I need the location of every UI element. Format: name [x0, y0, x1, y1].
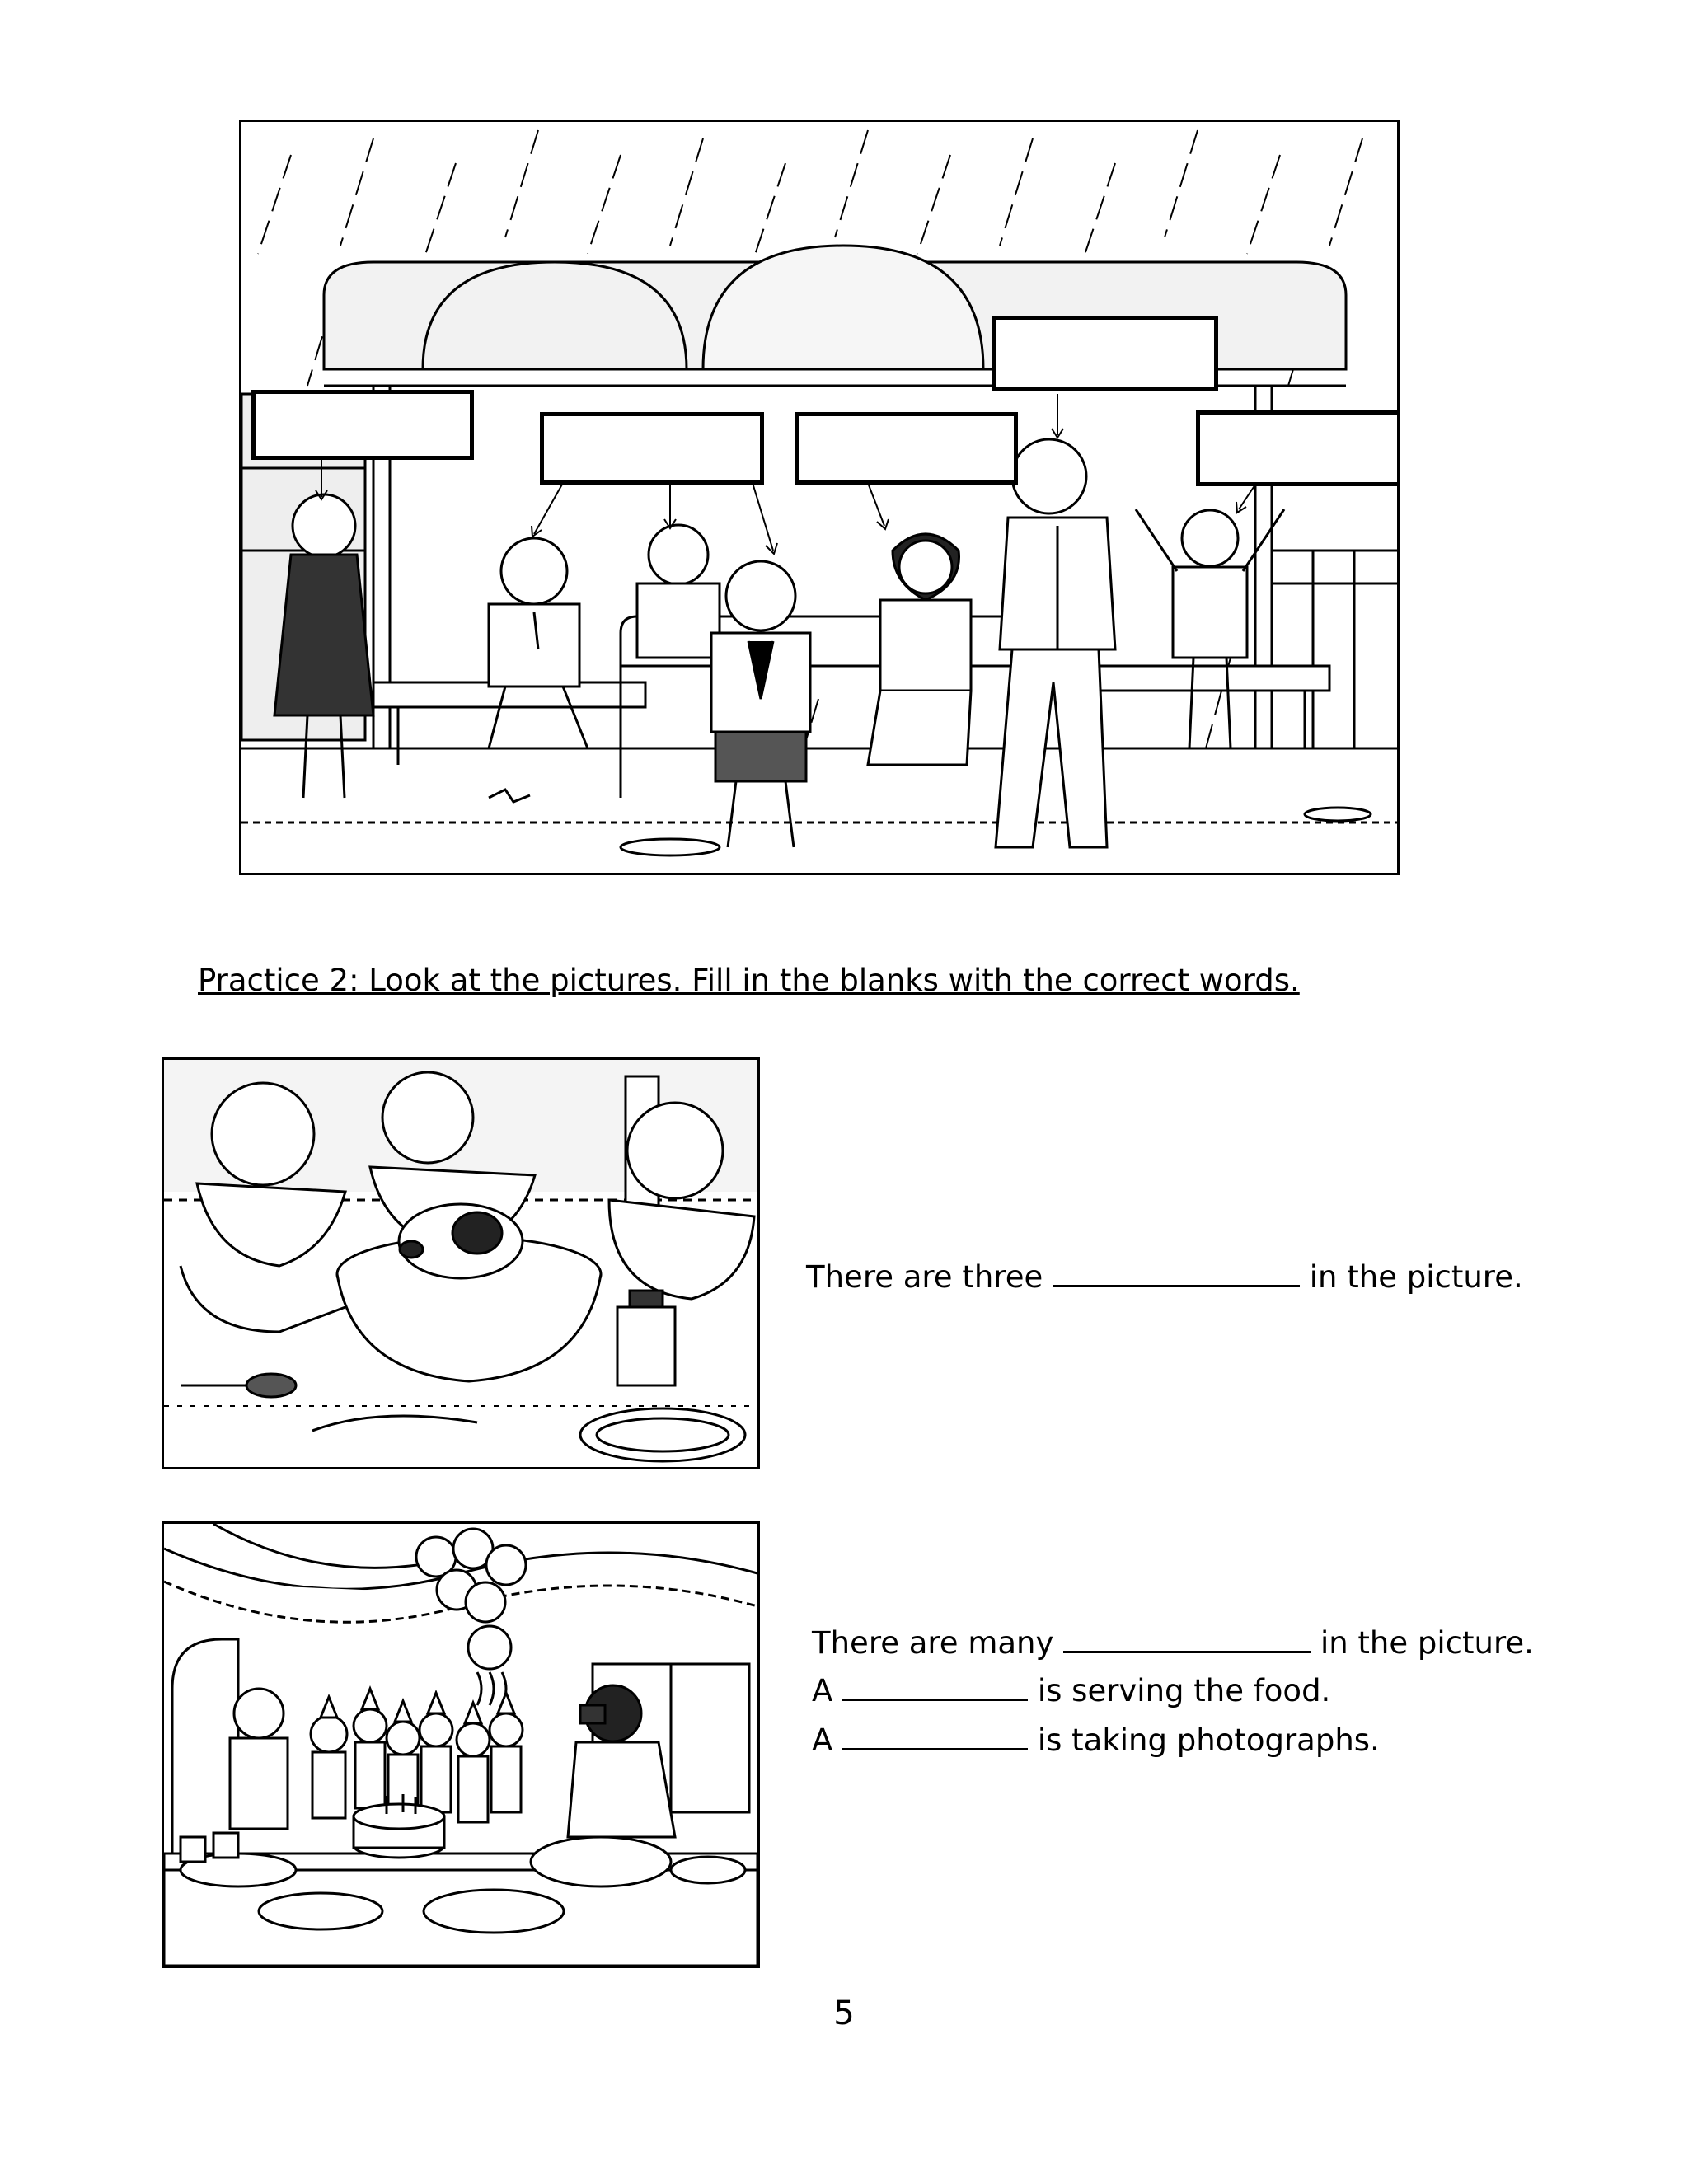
exercise1-text-end: in the picture. [1309, 1259, 1523, 1295]
exercise2-line1-start: There are many [812, 1625, 1054, 1661]
exercise2-line3-start: A [812, 1722, 833, 1758]
answer-box-man[interactable] [992, 316, 1218, 391]
exercise2-line2 [812, 1673, 1330, 1708]
answer-box-boy-standing[interactable] [795, 412, 1018, 485]
dog-washing-illustration [162, 1057, 760, 1469]
page-number: 5 [833, 1994, 855, 2032]
exercise1-blank[interactable] [1053, 1260, 1300, 1287]
bus-stop-drawing [241, 122, 1397, 873]
dog-washing-drawing [164, 1060, 757, 1467]
birthday-party-drawing [164, 1524, 757, 1966]
exercise2-blank-1[interactable] [1063, 1626, 1311, 1653]
birthday-party-illustration [162, 1521, 760, 1968]
exercise2-blank-2[interactable] [842, 1674, 1028, 1701]
exercise1-sentence [806, 1259, 1523, 1295]
exercise2-line1-end: in the picture. [1320, 1625, 1534, 1661]
answer-box-boy-sitting[interactable] [540, 412, 764, 485]
answer-box-boy-waving[interactable] [1196, 410, 1400, 486]
exercise2-line2-start: A [812, 1673, 833, 1708]
exercise2-blank-3[interactable] [842, 1723, 1028, 1750]
exercise2-line3-end: is taking photographs. [1037, 1722, 1380, 1758]
answer-box-girl[interactable] [251, 390, 474, 460]
exercise2-line2-end: is serving the food. [1037, 1673, 1331, 1708]
exercise2-line3 [812, 1722, 1380, 1758]
bus-stop-illustration [239, 120, 1400, 875]
exercise1-text-start: There are three [806, 1259, 1043, 1295]
practice-heading: Practice 2: Look at the pictures. Fill in the blanks with the correct words. [198, 963, 1300, 998]
exercise2-line1 [812, 1625, 1534, 1661]
